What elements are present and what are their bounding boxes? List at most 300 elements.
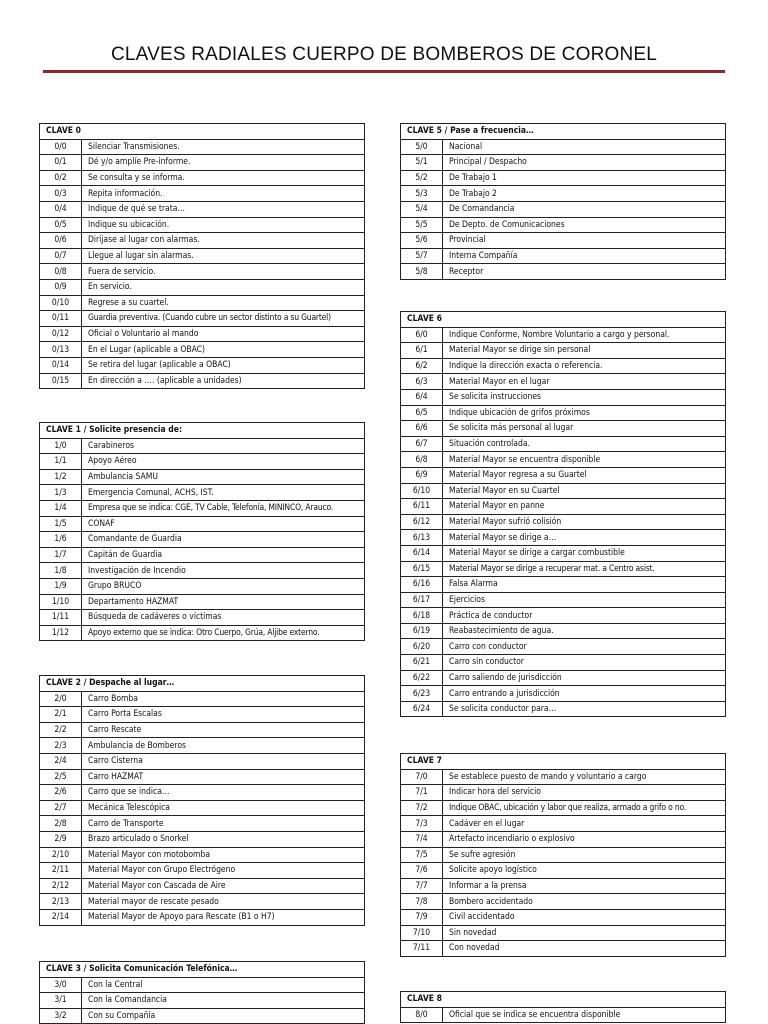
table-row: [40, 753, 365, 769]
clave-description: Investigación de Incendio: [82, 563, 365, 579]
clave-description: Material Mayor en panne: [443, 499, 726, 515]
clave-description: De Trabajo 1: [443, 170, 726, 186]
clave-header: CLAVE 5 / Pase a frecuencia…: [401, 124, 726, 140]
clave-description: Indique ubicación de grifos próximos: [443, 405, 726, 421]
clave-code: 0/15: [40, 373, 82, 389]
table-row: [401, 499, 726, 515]
table-row: [40, 878, 365, 894]
clave-description: Material Mayor se dirige a cargar combustible: [443, 545, 726, 561]
clave-table: [400, 123, 726, 280]
clave-description: En servicio.: [82, 279, 365, 295]
clave-code: 0/2: [40, 170, 82, 186]
clave-code: 0/8: [40, 264, 82, 280]
clave-description: Cadáver en el lugar: [443, 816, 726, 832]
clave-description: Regrese a su cuartel.: [82, 295, 365, 311]
clave-description: Material Mayor en el lugar: [443, 374, 726, 390]
clave-code: 2/9: [40, 831, 82, 847]
clave-table: [400, 753, 726, 957]
clave-description: Carro que se indica…: [82, 785, 365, 801]
table-row: [40, 248, 365, 264]
clave-description: Indique de qué se trata…: [82, 201, 365, 217]
clave-description: Oficial que se indica se encuentra disponible: [443, 1007, 726, 1023]
clave-description: Carro sin conductor: [443, 655, 726, 671]
clave-code: 6/3: [401, 374, 443, 390]
clave-description: Indicar hora del servicio: [443, 785, 726, 801]
table-row: [401, 769, 726, 785]
clave-description: De Comandancia: [443, 201, 726, 217]
clave-description: Se consulta y se informa.: [82, 170, 365, 186]
table-row: [401, 201, 726, 217]
table-row: [40, 578, 365, 594]
clave-header: CLAVE 6: [401, 312, 726, 328]
clave-description: Material Mayor regresa a su Guartel: [443, 467, 726, 483]
table-row: [40, 909, 365, 925]
clave-description: Emergencia Comunal, ACHS, IST.: [82, 485, 365, 501]
clave-table: [39, 422, 365, 641]
clave-code: 6/23: [401, 686, 443, 702]
clave-description: Práctica de conductor: [443, 608, 726, 624]
table-row: [40, 1008, 365, 1024]
clave-code: 5/0: [401, 139, 443, 155]
table-row: [401, 217, 726, 233]
clave-description: Interna Compañía: [443, 248, 726, 264]
clave-code: 0/5: [40, 217, 82, 233]
table-row: [401, 941, 726, 957]
clave-table: [400, 311, 726, 717]
clave-code: 7/6: [401, 863, 443, 879]
clave-code: 3/1: [40, 993, 82, 1009]
table-row: [40, 342, 365, 358]
table-row: [40, 863, 365, 879]
clave-description: Capitán de Guardia: [82, 547, 365, 563]
table-row: [401, 514, 726, 530]
table-row: [40, 816, 365, 832]
clave-description: Se solicita más personal al lugar: [443, 421, 726, 437]
table-row: [401, 800, 726, 816]
table-row: [40, 547, 365, 563]
clave-code: 5/7: [401, 248, 443, 264]
clave-code: 7/4: [401, 831, 443, 847]
clave-code: 0/1: [40, 155, 82, 171]
clave-code: 0/9: [40, 279, 82, 295]
clave-description: Repita información.: [82, 186, 365, 202]
table-row: [401, 639, 726, 655]
clave-code: 6/20: [401, 639, 443, 655]
clave-description: Carro HAZMAT: [82, 769, 365, 785]
clave-description: Carro Bomba: [82, 691, 365, 707]
clave-description: Indique OBAC, ubicación y labor que realiza, armado a grifo o no.: [443, 800, 726, 816]
clave-code: 1/8: [40, 563, 82, 579]
clave-description: Falsa Alarma: [443, 577, 726, 593]
clave-code: 6/6: [401, 421, 443, 437]
clave-description: Empresa que se indica: CGE, TV Cable, Telefonía, MININCO, Arauco.: [82, 500, 365, 516]
title-underline: [43, 70, 725, 73]
table-row: [40, 532, 365, 548]
table-row: [40, 847, 365, 863]
clave-description: Solicite apoyo logístico: [443, 863, 726, 879]
clave-code: 6/15: [401, 561, 443, 577]
clave-code: 1/5: [40, 516, 82, 532]
table-row: [401, 878, 726, 894]
clave-code: 1/7: [40, 547, 82, 563]
clave-description: Informar a la prensa: [443, 878, 726, 894]
clave-description: Nacional: [443, 139, 726, 155]
table-row: [40, 722, 365, 738]
clave-description: Material Mayor en su Cuartel: [443, 483, 726, 499]
clave-description: Material Mayor de Apoyo para Rescate (B1 o H7): [82, 909, 365, 925]
table-row: [401, 545, 726, 561]
clave-code: 6/22: [401, 670, 443, 686]
clave-description: Carro Rescate: [82, 722, 365, 738]
table-row: [40, 785, 365, 801]
clave-code: 0/7: [40, 248, 82, 264]
clave-description: Receptor: [443, 264, 726, 280]
table-row: [40, 500, 365, 516]
table-row: [40, 217, 365, 233]
table-row: [40, 993, 365, 1009]
table-row: [401, 530, 726, 546]
clave-code: 7/10: [401, 925, 443, 941]
clave-code: 1/2: [40, 469, 82, 485]
clave-description: Indique Conforme, Nombre Voluntario a cargo y personal.: [443, 327, 726, 343]
clave-code: 6/7: [401, 436, 443, 452]
clave-description: Con novedad: [443, 941, 726, 957]
table-row: [401, 436, 726, 452]
clave-table: [39, 123, 365, 389]
clave-description: CONAF: [82, 516, 365, 532]
clave-code: 7/0: [401, 769, 443, 785]
clave-description: Artefacto incendiario o explosivo: [443, 831, 726, 847]
clave-code: 3/0: [40, 977, 82, 993]
clave-code: 7/9: [401, 909, 443, 925]
table-row: [401, 467, 726, 483]
clave-description: Apoyo Aéreo: [82, 454, 365, 470]
clave-code: 6/19: [401, 623, 443, 639]
clave-code: 2/7: [40, 800, 82, 816]
clave-description: En dirección a …. (aplicable a unidades): [82, 373, 365, 389]
clave-code: 0/6: [40, 233, 82, 249]
clave-code: 5/4: [401, 201, 443, 217]
clave-description: Ambulancia SAMU: [82, 469, 365, 485]
clave-code: 1/0: [40, 438, 82, 454]
table-row: [401, 686, 726, 702]
clave-description: Dé y/o amplíe Pre-informe.: [82, 155, 365, 171]
clave-code: 6/13: [401, 530, 443, 546]
table-row: [401, 358, 726, 374]
clave-code: 2/6: [40, 785, 82, 801]
table-row: [401, 1007, 726, 1023]
clave-header: CLAVE 2 / Despache al lugar…: [40, 676, 365, 692]
table-row: [40, 233, 365, 249]
table-row: [401, 785, 726, 801]
table-row: [40, 295, 365, 311]
clave-code: 6/21: [401, 655, 443, 671]
clave-code: 0/0: [40, 139, 82, 155]
table-row: [401, 327, 726, 343]
clave-description: Se solicita conductor para…: [443, 701, 726, 717]
table-row: [401, 816, 726, 832]
clave-code: 0/13: [40, 342, 82, 358]
clave-description: Se solicita instrucciones: [443, 389, 726, 405]
clave-description: Comandante de Guardia: [82, 532, 365, 548]
clave-code: 6/0: [401, 327, 443, 343]
table-row: [40, 357, 365, 373]
clave-code: 6/2: [401, 358, 443, 374]
clave-code: 2/1: [40, 707, 82, 723]
clave-code: 2/3: [40, 738, 82, 754]
clave-header: CLAVE 8: [401, 992, 726, 1008]
table-row: [40, 326, 365, 342]
clave-code: 2/11: [40, 863, 82, 879]
clave-description: Búsqueda de cadáveres o víctimas: [82, 610, 365, 626]
clave-description: Provincial: [443, 233, 726, 249]
table-row: [40, 563, 365, 579]
table-row: [401, 592, 726, 608]
clave-description: Material Mayor con motobomba: [82, 847, 365, 863]
clave-header: CLAVE 3 / Solicita Comunicación Telefónica…: [40, 962, 365, 978]
clave-description: Civil accidentado: [443, 909, 726, 925]
clave-code: 7/1: [401, 785, 443, 801]
clave-code: 2/4: [40, 753, 82, 769]
table-row: [401, 847, 726, 863]
clave-description: Se retira del lugar (aplicable a OBAC): [82, 357, 365, 373]
clave-description: Material Mayor sufrió colisión: [443, 514, 726, 530]
table-row: [401, 343, 726, 359]
clave-code: 2/13: [40, 894, 82, 910]
table-row: [40, 977, 365, 993]
clave-description: Bombero accidentado: [443, 894, 726, 910]
clave-code: 6/1: [401, 343, 443, 359]
table-row: [401, 233, 726, 249]
clave-code: 5/2: [401, 170, 443, 186]
clave-description: Diríjase al lugar con alarmas.: [82, 233, 365, 249]
clave-code: 5/6: [401, 233, 443, 249]
clave-description: Apoyo externo que se indica: Otro Cuerpo, Grúa, Aljibe externo.: [82, 625, 365, 641]
clave-description: Con la Central: [82, 977, 365, 993]
clave-code: 5/5: [401, 217, 443, 233]
table-row: [40, 170, 365, 186]
table-row: [401, 623, 726, 639]
clave-code: 7/11: [401, 941, 443, 957]
table-row: [40, 610, 365, 626]
clave-description: Ejercicios: [443, 592, 726, 608]
table-row: [40, 485, 365, 501]
clave-table: [400, 991, 726, 1023]
clave-code: 1/3: [40, 485, 82, 501]
clave-description: Sin novedad: [443, 925, 726, 941]
clave-code: 6/10: [401, 483, 443, 499]
clave-code: 5/8: [401, 264, 443, 280]
table-row: [40, 438, 365, 454]
clave-description: Se sufre agresión: [443, 847, 726, 863]
table-row: [40, 738, 365, 754]
clave-table: [39, 961, 365, 1024]
clave-code: 5/1: [401, 155, 443, 171]
clave-description: Guardia preventiva. (Cuando cubre un sector distinto a su Guartel): [82, 311, 365, 327]
clave-description: Principal / Despacho: [443, 155, 726, 171]
clave-code: 2/10: [40, 847, 82, 863]
clave-description: Brazo articulado o Snorkel: [82, 831, 365, 847]
clave-description: Departamento HAZMAT: [82, 594, 365, 610]
clave-description: Con la Comandancia: [82, 993, 365, 1009]
clave-description: Material Mayor con Grupo Electrógeno: [82, 863, 365, 879]
clave-description: Indique su ubicación.: [82, 217, 365, 233]
clave-code: 2/12: [40, 878, 82, 894]
clave-code: 2/14: [40, 909, 82, 925]
clave-code: 6/16: [401, 577, 443, 593]
page-title: CLAVES RADIALES CUERPO DE BOMBEROS DE CORONEL: [110, 44, 658, 65]
table-row: [40, 625, 365, 641]
clave-code: 7/5: [401, 847, 443, 863]
clave-code: 7/8: [401, 894, 443, 910]
table-row: [40, 769, 365, 785]
table-row: [40, 279, 365, 295]
clave-code: 1/4: [40, 500, 82, 516]
table-row: [401, 374, 726, 390]
clave-header: CLAVE 0: [40, 124, 365, 140]
clave-code: 1/9: [40, 578, 82, 594]
table-row: [401, 405, 726, 421]
clave-code: 6/14: [401, 545, 443, 561]
clave-code: 7/2: [401, 800, 443, 816]
clave-description: Silenciar Transmisiones.: [82, 139, 365, 155]
clave-code: 6/9: [401, 467, 443, 483]
table-row: [40, 894, 365, 910]
table-row: [401, 483, 726, 499]
table-row: [401, 264, 726, 280]
clave-code: 1/10: [40, 594, 82, 610]
table-row: [401, 863, 726, 879]
clave-code: 0/11: [40, 311, 82, 327]
clave-code: 1/12: [40, 625, 82, 641]
clave-code: 6/17: [401, 592, 443, 608]
clave-description: Carro saliendo de jurisdicción: [443, 670, 726, 686]
clave-description: Grupo BRUCO: [82, 578, 365, 594]
clave-description: Material Mayor se dirige sin personal: [443, 343, 726, 359]
clave-description: Llegue al lugar sin alarmas.: [82, 248, 365, 264]
clave-description: Se establece puesto de mando y voluntario a cargo: [443, 769, 726, 785]
clave-description: Material Mayor se encuentra disponible: [443, 452, 726, 468]
clave-description: Carro Porta Escalas: [82, 707, 365, 723]
clave-code: 6/24: [401, 701, 443, 717]
clave-description: Ambulancia de Bomberos: [82, 738, 365, 754]
clave-description: Mecánica Telescópica: [82, 800, 365, 816]
clave-code: 0/4: [40, 201, 82, 217]
clave-description: Material Mayor se dirige a…: [443, 530, 726, 546]
table-row: [40, 469, 365, 485]
table-row: [401, 701, 726, 717]
table-row: [401, 909, 726, 925]
clave-code: 6/11: [401, 499, 443, 515]
clave-description: Carro de Transporte: [82, 816, 365, 832]
table-row: [401, 894, 726, 910]
clave-code: 7/7: [401, 878, 443, 894]
table-row: [401, 561, 726, 577]
clave-description: Material Mayor se dirige a recuperar mat. a Centro asist.: [443, 561, 726, 577]
table-row: [401, 831, 726, 847]
clave-code: 2/8: [40, 816, 82, 832]
table-row: [401, 655, 726, 671]
clave-code: 1/11: [40, 610, 82, 626]
clave-description: De Depto. de Comunicaciones: [443, 217, 726, 233]
table-row: [40, 311, 365, 327]
table-row: [401, 139, 726, 155]
clave-header: CLAVE 1 / Solicite presencia de:: [40, 423, 365, 439]
clave-code: 2/5: [40, 769, 82, 785]
table-row: [40, 707, 365, 723]
clave-table: [39, 675, 365, 926]
clave-code: 7/3: [401, 816, 443, 832]
table-row: [40, 264, 365, 280]
clave-description: Indique la dirección exacta o referencia.: [443, 358, 726, 374]
clave-description: Carro con conductor: [443, 639, 726, 655]
clave-code: 1/6: [40, 532, 82, 548]
clave-description: De Trabajo 2: [443, 186, 726, 202]
table-row: [40, 691, 365, 707]
clave-code: 6/18: [401, 608, 443, 624]
table-row: [401, 248, 726, 264]
table-row: [40, 594, 365, 610]
clave-description: Material Mayor con Cascada de Aire: [82, 878, 365, 894]
table-row: [40, 373, 365, 389]
table-row: [40, 516, 365, 532]
clave-code: 1/1: [40, 454, 82, 470]
clave-description: Carro entrando a jurisdicción: [443, 686, 726, 702]
table-row: [401, 170, 726, 186]
table-row: [40, 155, 365, 171]
table-row: [40, 800, 365, 816]
table-row: [40, 201, 365, 217]
clave-code: 8/0: [401, 1007, 443, 1023]
clave-code: 0/14: [40, 357, 82, 373]
clave-code: 6/5: [401, 405, 443, 421]
table-row: [40, 186, 365, 202]
table-row: [401, 389, 726, 405]
table-row: [401, 577, 726, 593]
clave-description: Carabineros: [82, 438, 365, 454]
clave-description: Reabastecimiento de agua.: [443, 623, 726, 639]
table-row: [401, 421, 726, 437]
clave-description: Situación controlada.: [443, 436, 726, 452]
clave-description: Oficial o Voluntario al mando: [82, 326, 365, 342]
table-row: [401, 608, 726, 624]
clave-code: 2/0: [40, 691, 82, 707]
clave-description: Con su Compañía: [82, 1008, 365, 1024]
clave-description: Fuera de servicio.: [82, 264, 365, 280]
table-row: [40, 831, 365, 847]
clave-code: 6/12: [401, 514, 443, 530]
clave-description: Material mayor de rescate pesado: [82, 894, 365, 910]
table-row: [40, 139, 365, 155]
table-row: [40, 454, 365, 470]
table-row: [401, 925, 726, 941]
table-row: [401, 452, 726, 468]
clave-code: 0/10: [40, 295, 82, 311]
clave-description: En el Lugar (aplicable a OBAC): [82, 342, 365, 358]
table-row: [401, 155, 726, 171]
clave-code: 3/2: [40, 1008, 82, 1024]
clave-code: 6/4: [401, 389, 443, 405]
clave-code: 0/12: [40, 326, 82, 342]
clave-header: CLAVE 7: [401, 754, 726, 770]
clave-code: 2/2: [40, 722, 82, 738]
clave-description: Carro Cisterna: [82, 753, 365, 769]
table-row: [401, 670, 726, 686]
clave-code: 6/8: [401, 452, 443, 468]
clave-code: 5/3: [401, 186, 443, 202]
clave-code: 0/3: [40, 186, 82, 202]
table-row: [401, 186, 726, 202]
